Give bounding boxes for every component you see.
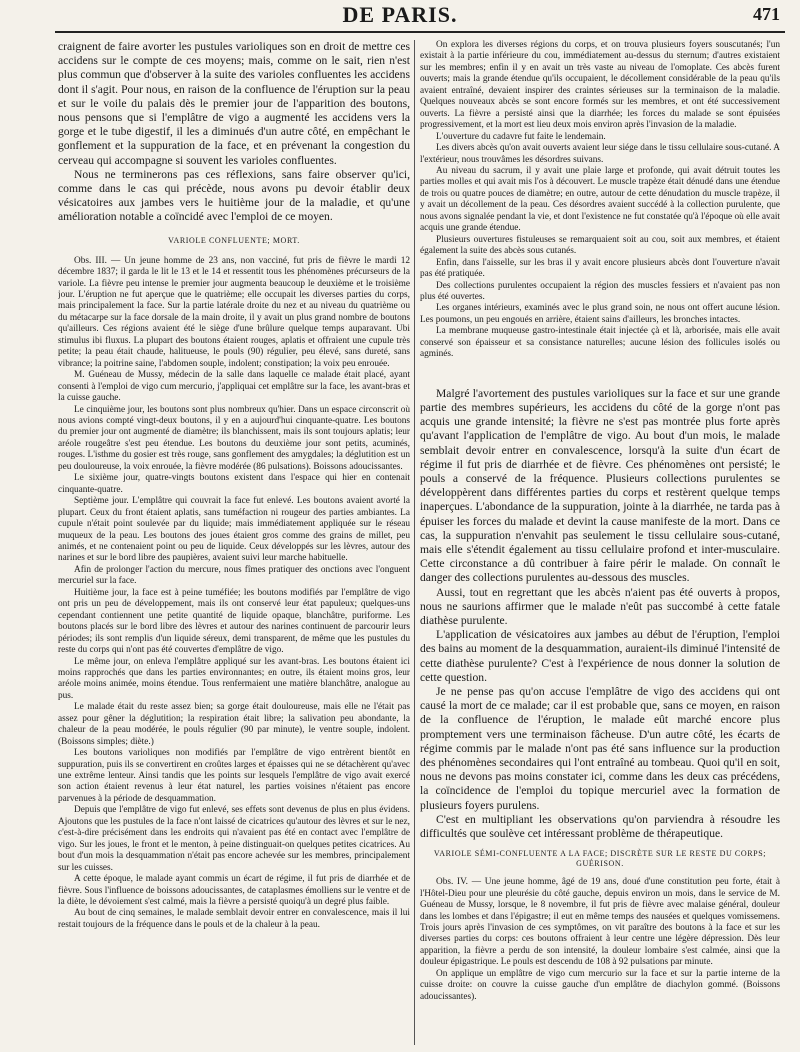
observation-paragraph: On applique un emplâtre de vigo cum mercurio sur la face et sur la partie interne de la cuisse droite: on couvre la cuisse gauche d'un emplâtre de diachylon gommé. (Boissons adoucissantes). xyxy=(420,968,780,1002)
spacer xyxy=(420,361,780,387)
observation-paragraph: Les organes intérieurs, examinés avec le plus grand soin, ne nous ont offert aucune lésion. Les poumons, un peu engoués en arrière, étaient sains d'ailleurs, les bronches intactes. xyxy=(420,303,780,325)
observation-paragraph: Obs. IV. — Une jeune homme, âgé de 19 ans, doué d'une constitution peu forte, était à l'Hôtel-Dieu pour une pleurésie du côté gauche, depuis environ un mois, dans le service de M. Guéneau de Mussy, lorsque, le 8 novembre, il fut pris de fièvre avec malaise général, douleur dans les lombes et dans l'épigastre; il eut en même temps des nausées et quelques vomissemens. Trois jours après l'invasion de ces symptômes, on vit paraître des boutons à la face et sur les diverses parties du corps: ces boutons offraient à leur centre une légère dépression. Dès leur apparition, la fièvre a perdu de son intensité, la douleur lombaire s'est calmée, ainsi que la douleur épigastrique. Le pouls est descendu de 108 à 92 pulsations par minute. xyxy=(420,877,780,968)
observation-paragraph: Septième jour. L'emplâtre qui couvrait la face fut enlevé. Les boutons avaient avorté la plupart. Ceux du front étaient aplatis, sans tuméfaction ni rougeur des parties ambiantes. La cupule n'était point soulevée par du liquide; mais immédiatement appliquée sur le réseau muqueux de la peau. Les boutons des joues étaient gros comme des grains de millet, peu animés, et ne contenaient point ou peu de liquide. Ceux développés sur les lèvres, autour des narines et sur le bord libre des paupières, avaient suivi leur marche habituelle. xyxy=(58,496,410,564)
observation-paragraph: Les boutons varioliques non modifiés par l'emplâtre de vigo entrèrent bientôt en suppuration, puis ils se convertirent en croûtes larges et épaisses qui ne se détachèrent qu'avec une extrême lenteur. Ainsi tandis que les points sur lesquels l'emplâtre de vigo avait exercé son action étaient revenus à leur état naturel, les parties voisines n'étaient pas encore parvenues à la période de desquammation. xyxy=(58,748,410,804)
section-heading: VARIOLE CONFLUENTE; MORT. xyxy=(168,235,300,245)
header-rule xyxy=(55,31,785,33)
observation-paragraph: Le malade était du reste assez bien; sa gorge était douloureuse, mais elle ne l'était pas assez pour gêner la déglutition; la respiration était libre; la salivation peu abondante, la chaleur de la peau modérée, le pouls régulier (90 par minute), le ventre souple, indolent. (Boissons simples; diète.) xyxy=(58,702,410,747)
observation-paragraph: On explora les diverses régions du corps, et on trouva plusieurs foyers souscutanés; l'un existait à la partie inférieure du cou, immédiatement au-dessus du sternum; d'autres existaient sur les membres; enfin il y en avait un très vaste au niveau de l'omoplate. Ces abcès furent ouverts; mais la grande étendue qu'ils occupaient, le décollement considérable de la peau qu'ils avaient entraîné, devaient inspirer des craintes sérieuses sur la terminaison de la maladie. Quelques nouveaux abcès se sont encore formés sur les membres, et ont été successivement ouverts. La fièvre a persisté ainsi que la diarrhée; les forces du malade se sont épuisées progressivement, et la mort est lieu deux mois environ après l'invasion de la maladie. xyxy=(420,40,780,131)
paragraph: Je ne pense pas qu'on accuse l'emplâtre de vigo des accidens qui ont causé la mort de ce malade; car il est probable que, sans ce moyen, en raison de la confluence de l'éruption, le malade eût marché encore plus promptement vers une terminaison fâcheuse. D'un autre côté, les écarts de régime commis par le malade n'ont pas été sans influence sur la production des phénomènes secondaires qui l'ont entraîné au tombeau. Quoi qu'il en soit, nous ne devons pas moins constater ici, comme dans les deux cas précédens, la coïncidence de l'emploi du topique mercuriel avec la formation de plusieurs foyers purulens. xyxy=(420,684,780,812)
observation-paragraph: Plusieurs ouvertures fistuleuses se remarquaient soit au cou, soit aux membres, et étaient également la suite des abcès sous cutanés. xyxy=(420,234,780,257)
page-number: 471 xyxy=(753,4,780,24)
observation-paragraph: Huitième jour, la face est à peine tuméfiée; les boutons modifiés par l'emplâtre de vigo ont pris un peu de développement, mais ils ont conservé leur état papuleux; quelques-uns cependant contiennent une petite quantité de liquide opaque, blanchâtre, puriforme. Les boutons placés sur le bord libre des lèvres et autour des narines continuent de parcourir leurs périodes; ils sont remplis d'un liquide séreux, demi transparent, de même que les pustules du reste du corps qui n'ont pas été couvertes d'emplâtre de vigo. xyxy=(58,587,410,656)
paragraph: Aussi, tout en regrettant que les abcès n'aient pas été ouverts à propos, nous ne saurions affirmer que le malade n'eût pas succombé à cette fatale diathèse purulente. xyxy=(420,585,780,627)
observation-paragraph: Afin de prolonger l'action du mercure, nous fîmes pratiquer des onctions avec l'onguent mercuriel sur la face. xyxy=(58,564,410,587)
observation-paragraph: Depuis que l'emplâtre de vigo fut enlevé, ses effets sont devenus de plus en plus évidens. Ajoutons que les pustules de la face n'ont laissé de cicatrices qu'autour des lèvres et sur le nez, c'est-à-dire précisément dans les endroits qui n'avaient pas été en contact avec l'emplâtre de vigo. Sur les joues, le front et le menton, à peine distinguait-on quelques petites cicatrices. Au bout d'un mois la desquammation n'était pas encore achevée sur les membres, principalement sur les cuisses. xyxy=(58,805,410,873)
paragraph: craignent de faire avorter les pustules varioliques son en droit de mettre ces accidens sur le compte de ces moyens; mais, comme on le sait, rien n'est plus commun que d'observer à la suite des varioles confluentes les accidens dont il s'agit. Pour nous, en raison de la confluence de l'éruption sur la peau et sur le voile du palais dès le premier jour de l'apparition des boutons, nous pensons que si l'emplâtre de vigo a augmenté les accidens vers la gorge et le tube digestif, il les a diminués d'un autre côté, en empêchant le gonflement et la suppuration de la face, et en prévenant la congestion du cerveau qui accompagne si souvent les varioles confluentes. xyxy=(58,40,410,167)
page-header xyxy=(0,0,800,40)
observation-paragraph: L'ouverture du cadavre fut faite le lendemain. xyxy=(436,131,606,142)
section-heading: VARIOLE SÉMI-CONFLUENTE A LA FACE; DISCRÈTE SUR LE RESTE DU CORPS; GUÉRISON. xyxy=(433,849,767,869)
column-divider xyxy=(414,40,415,1045)
observation-paragraph: Le cinquième jour, les boutons sont plus nombreux qu'hier. Dans un espace circonscrit où nous avions compté vingt-deux boutons, il y en a aujourd'hui cinquante-quatre. Les boutons du premier jour ont augmenté de diamètre; ils blanchissent, mais ils sont toujours aplatis; leur aréole rougeâtre s'est peu étendue. Les boutons du deuxième jour sont petits, acuminés, rouges. L'isthme du gosier est très rouge, sans gonflement des amygdales; la déglutition est un peu douloureuse, la voix enrouée, la fièvre modérée (86 pulsations). Boissons adoucissantes. xyxy=(58,404,410,472)
observation-paragraph: La membrane muqueuse gastro-intestinale était injectée çà et là, arborisée, mais elle avait conservé son épaisseur et sa consistance naturelles; aucune lésion des follicules isolés ou agminés. xyxy=(420,326,780,360)
observation-paragraph: Au niveau du sacrum, il y avait une plaie large et profonde, qui avait détruit toutes les parties molles et qui avait mis l'os à découvert. Le muscle trapèze était dénudé dans une étendue de trois ou quatre pouces de diamètre; en outre, autour de cette dénudation du muscle trapèze, il y avait un décollement de la peau. Ces désordres avaient succédé à la collection purulente, que nous avons signalée pendant la vie, et dont l'existence ne fut constatée qu'à l'époque où elle avait acquis une grande étendue. xyxy=(420,165,780,234)
paragraph: Nous ne terminerons pas ces réflexions, sans faire observer qu'ici, comme dans le cas qui précède, nous avons pu devoir établir deux vésicatoires aux jambes vers le huitième jour de la maladie, et qu'une amélioration notable a coïncidé avec l'emploi de ce moyen. xyxy=(58,167,410,224)
running-title: DE PARIS. xyxy=(342,2,458,27)
observation-paragraph: Les divers abcès qu'on avait ouverts avaient leur siége dans le tissu cellulaire sous-cutané. A l'extérieur, nous trouvâmes les désordres suivans. xyxy=(420,143,780,165)
observation-paragraph: Obs. III. — Un jeune homme de 23 ans, non vacciné, fut pris de fièvre le mardi 12 décembre 1837; il garda le lit le 13 et le 14 et ressentit tous les phénomènes précurseurs de la variole. La fièvre peu intense le premier jour augmenta beaucoup le deuxième et le troisième jour. L'éruption ne fut aperçue que le quatrième; elle occupait les diverses parties du corps, mais principalement la face. Sur la partie latérale droite du nez et au niveau du quatrième ou du métacarpe sur la face dorsale de la main droite, il y avait un plus grand nombre de boutons qu'ailleurs. Ces régions avaient été le siège d'une brûlure quelque temps auparavant. Ubi stimulus ibi fluxus. La plupart des boutons étaient rouges, aplatis et offraient une cupule très petite; la peau était chaude, halitueuse, le pouls (90) régulier, peu élevé, sans dureté, sans vibrance; la poitrine saine, l'abdomen souple, indolent; constipation; la voix peu enrouée. xyxy=(58,255,410,369)
paragraph: L'application de vésicatoires aux jambes au début de l'éruption, l'emploi des bains au moment de la desquammation, auraient-ils diminué l'intensité de cette diathèse purulente? C'est à l'expérience de nous donner la solution de cette question. xyxy=(420,628,780,684)
observation-paragraph: A cette époque, le malade ayant commis un écart de régime, il fut pris de diarrhée et de fièvre. Sous l'influence de boissons adoucissantes, de cataplasmes émolliens sur le ventre et de la diète, le dévoiement s'est calmé, mais la fièvre a persisté quoiqu'à un degré plus faible. xyxy=(58,874,410,908)
observation-paragraph: M. Guéneau de Mussy, médecin de la salle dans laquelle ce malade était placé, ayant consenti à l'emploi de vigo cum mercurio, j'appliquai cet emplâtre sur la face, les avant-bras et la cuisse gauche. xyxy=(58,370,410,404)
left-column xyxy=(58,40,410,1048)
observation-paragraph: Au bout de cinq semaines, le malade semblait devoir entrer en convalescence, mais il lui restait toujours de la fréquence dans le pouls et de la chaleur à la peau. xyxy=(58,908,410,930)
observation-paragraph: Des collections purulentes occupaient la région des muscles fessiers et n'avaient pas non plus été ouvertes. xyxy=(420,280,780,302)
paragraph: Malgré l'avortement des pustules varioliques sur la face et sur une grande partie des membres supérieurs, les accidens du côté de la gorge n'ont pas acquis une grande intensité; la fièvre ne s'est pas montrée plus forte après qu'avant l'application de l'emplâtre de vigo. Au bout d'un mois, le malade semblait devoir entrer en convalescence, lorsqu'à la suite d'un écart de régime il fut pris de diarrhée et de fièvre. Ces phénomènes ont persisté; le pouls a conservé de la fréquence. Plusieurs collections purulentes se développèrent dans différentes parties du corps et restèrent quelque temps inaperçues. L'abondance de la suppuration, jointe à la diarrhée, ne tarda pas à épuiser les forces du malade et devint la cause manifeste de la mort. Dans ce cas, la suppuration n'envahit pas seulement le tissu cellulaire sous-cutané, mais elle s'étendit également au tissu cellulaire profond et inter-musculaire. Cette circonstance a dû contribuer à faire périr le malade. On connaît le danger des collections purulentes au-dessous des muscles. xyxy=(420,386,780,585)
observation-paragraph: Enfin, dans l'aisselle, sur les bras il y avait encore plusieurs abcès dont l'ouverture n'avait pas été pratiquée. xyxy=(420,257,780,280)
observation-paragraph: Le sixième jour, quatre-vingts boutons existent dans l'espace qui hier en contenait cinquante-quatre. xyxy=(58,473,410,495)
paragraph: C'est en multipliant les observations qu'on parviendra à résoudre les difficultés que soulève cet intéressant problème de thérapeutique. xyxy=(420,812,780,840)
right-column xyxy=(420,40,780,1048)
observation-paragraph: Le même jour, on enleva l'emplâtre appliqué sur les avant-bras. Les boutons étaient ici moins rapprochés que dans les parties environnantes; en outre, ils étaient moins gros, leur aréole moins animée, moins étendue. Tous renfermaient une matière blanchâtre, analogue au pus. xyxy=(58,656,410,701)
